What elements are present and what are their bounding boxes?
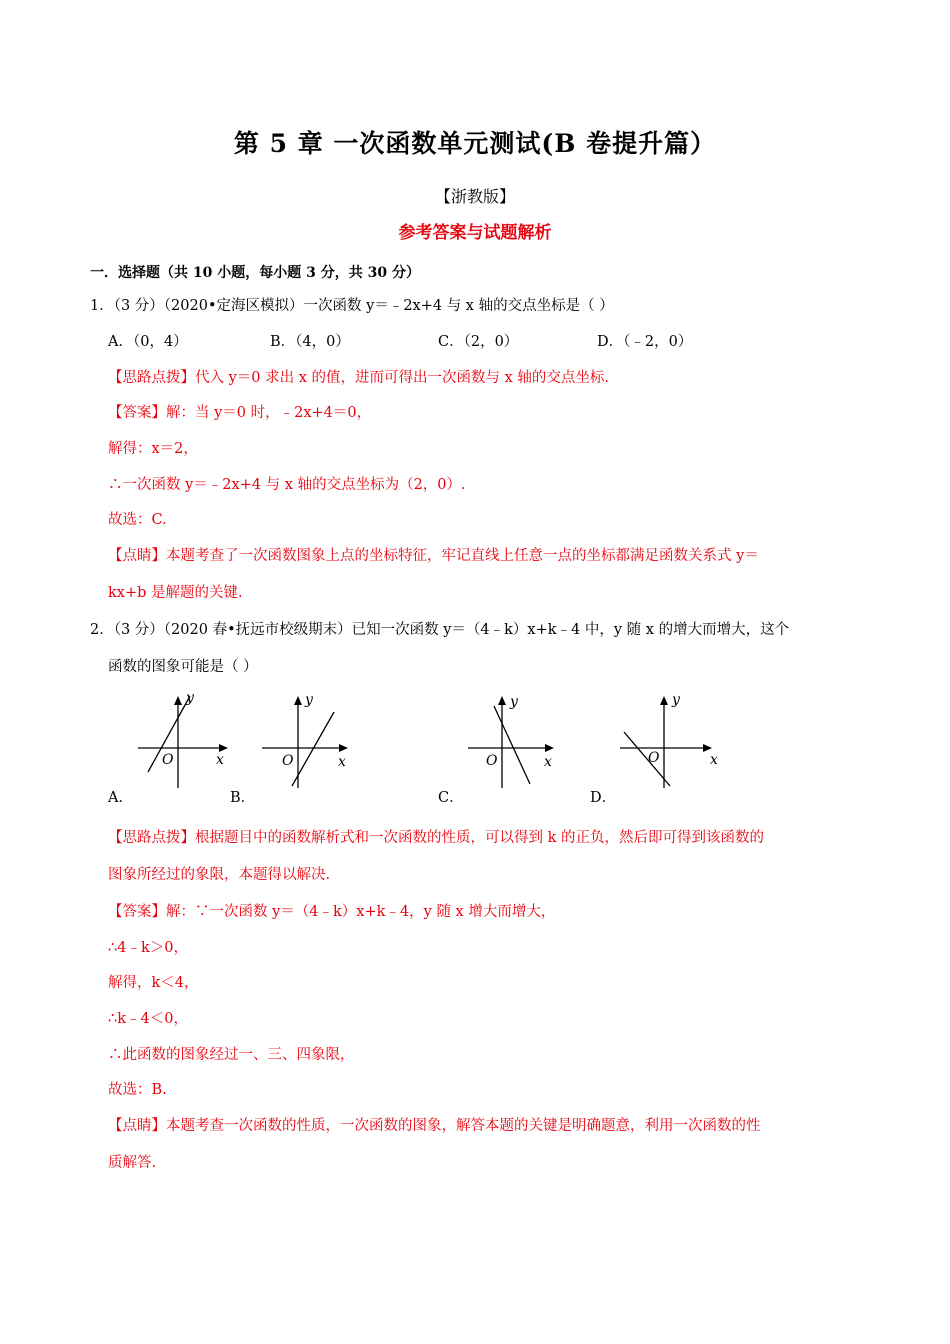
graph-b bbox=[262, 690, 362, 790]
y-axis-arrow bbox=[294, 696, 302, 705]
graph-d bbox=[620, 690, 730, 790]
q2-option-b: B． bbox=[230, 790, 256, 806]
q1-comment-line: 【点睛】本题考查了一次函数图象上点的坐标特征，牢记直线上任意一点的坐标都满足函数关系式 y＝ bbox=[108, 548, 759, 564]
q1-option-c: C．（2，0） bbox=[438, 334, 519, 350]
y-axis-arrow bbox=[174, 696, 182, 705]
q2-stem-line: 2．（3 分）（2020 春•抚远市校级期末）已知一次函数 y＝（4﹣k）x+k﹣4 中，y 随 x 的增大而增大，这个 bbox=[90, 622, 790, 638]
q2-hint-line: 【思路点拨】根据题目中的函数解析式和一次函数的性质，可以得到 k 的正负，然后即可得到该函数的 bbox=[108, 830, 765, 846]
y-axis-label: y bbox=[510, 694, 518, 710]
y-axis-label: y bbox=[305, 692, 313, 708]
q1-option-a: A．（0，4） bbox=[108, 334, 188, 350]
y-axis-label: y bbox=[186, 690, 194, 706]
q2-answer-line: ∴k﹣4＜0， bbox=[108, 1011, 188, 1027]
x-axis-label: x bbox=[216, 752, 224, 768]
q2-option-c: C． bbox=[438, 790, 464, 806]
q1-option-b: B．（4，0） bbox=[270, 334, 350, 350]
q1-stem: 1．（3 分）（2020•定海区模拟）一次函数 y＝﹣2x+4 与 x 轴的交点坐标是（ ） bbox=[90, 298, 614, 314]
q1-answer-line: 故选：C. bbox=[108, 512, 167, 528]
q1-answer-line: 【答案】解：当 y＝0 时，﹣2x+4＝0， bbox=[108, 405, 372, 421]
x-axis-label: x bbox=[338, 754, 346, 770]
q1-answer-line: 解得：x＝2， bbox=[108, 441, 198, 457]
q1-hint: 【思路点拨】代入 y＝0 求出 x 的值，进而可得出一次函数与 x 轴的交点坐标. bbox=[108, 370, 610, 386]
y-axis-arrow bbox=[498, 696, 506, 705]
section-heading: 一．选择题（共 10 小题，每小题 3 分，共 30 分） bbox=[90, 265, 420, 281]
q2-answer-line: ∴此函数的图象经过一、三、四象限， bbox=[108, 1047, 355, 1063]
function-line bbox=[624, 732, 670, 786]
graph-c bbox=[466, 690, 566, 790]
graph-a bbox=[138, 690, 238, 790]
q2-answer-line: 故选：B. bbox=[108, 1082, 167, 1098]
q2-answer-line: 【答案】解：∵一次函数 y＝（4﹣k）x+k﹣4，y 随 x 增大而增大， bbox=[108, 904, 556, 920]
x-axis-arrow bbox=[545, 744, 554, 752]
q2-hint-line: 图象所经过的象限，本题得以解决. bbox=[108, 867, 331, 883]
q2-answer-line: 解得，k＜4， bbox=[108, 975, 199, 991]
x-axis-label: x bbox=[544, 754, 552, 770]
page-title: 第 5 章 一次函数单元测试(B 卷提升篇） bbox=[233, 129, 717, 158]
q2-comment-line: 【点睛】本题考查一次函数的性质，一次函数的图象，解答本题的关键是明确题意，利用一次函数的性 bbox=[108, 1118, 761, 1134]
q2-option-d: D． bbox=[590, 790, 617, 806]
x-axis-label: x bbox=[710, 752, 718, 768]
y-axis-label: y bbox=[672, 692, 680, 708]
y-axis-arrow bbox=[660, 696, 668, 705]
function-line bbox=[494, 706, 530, 784]
x-axis-arrow bbox=[703, 744, 712, 752]
q2-option-a: A． bbox=[108, 790, 133, 806]
q1-option-d: D．（﹣2，0） bbox=[597, 334, 693, 350]
answer-subtitle: 参考答案与试题解析 bbox=[398, 223, 552, 243]
q2-stem-line: 函数的图象可能是（ ） bbox=[108, 659, 258, 675]
origin-label: O bbox=[282, 753, 294, 769]
q2-answer-line: ∴4﹣k＞0， bbox=[108, 940, 188, 956]
x-axis-arrow bbox=[219, 744, 228, 752]
q1-answer-line: ∴一次函数 y＝﹣2x+4 与 x 轴的交点坐标为（2，0）. bbox=[108, 477, 466, 493]
origin-label: O bbox=[162, 752, 174, 768]
origin-label: O bbox=[648, 750, 660, 766]
q2-comment-line: 质解答. bbox=[108, 1155, 157, 1171]
x-axis-arrow bbox=[339, 744, 348, 752]
origin-label: O bbox=[486, 753, 498, 769]
q1-comment-line: kx+b 是解题的关键. bbox=[108, 585, 243, 601]
edition-label: 【浙教版】 bbox=[434, 187, 515, 206]
